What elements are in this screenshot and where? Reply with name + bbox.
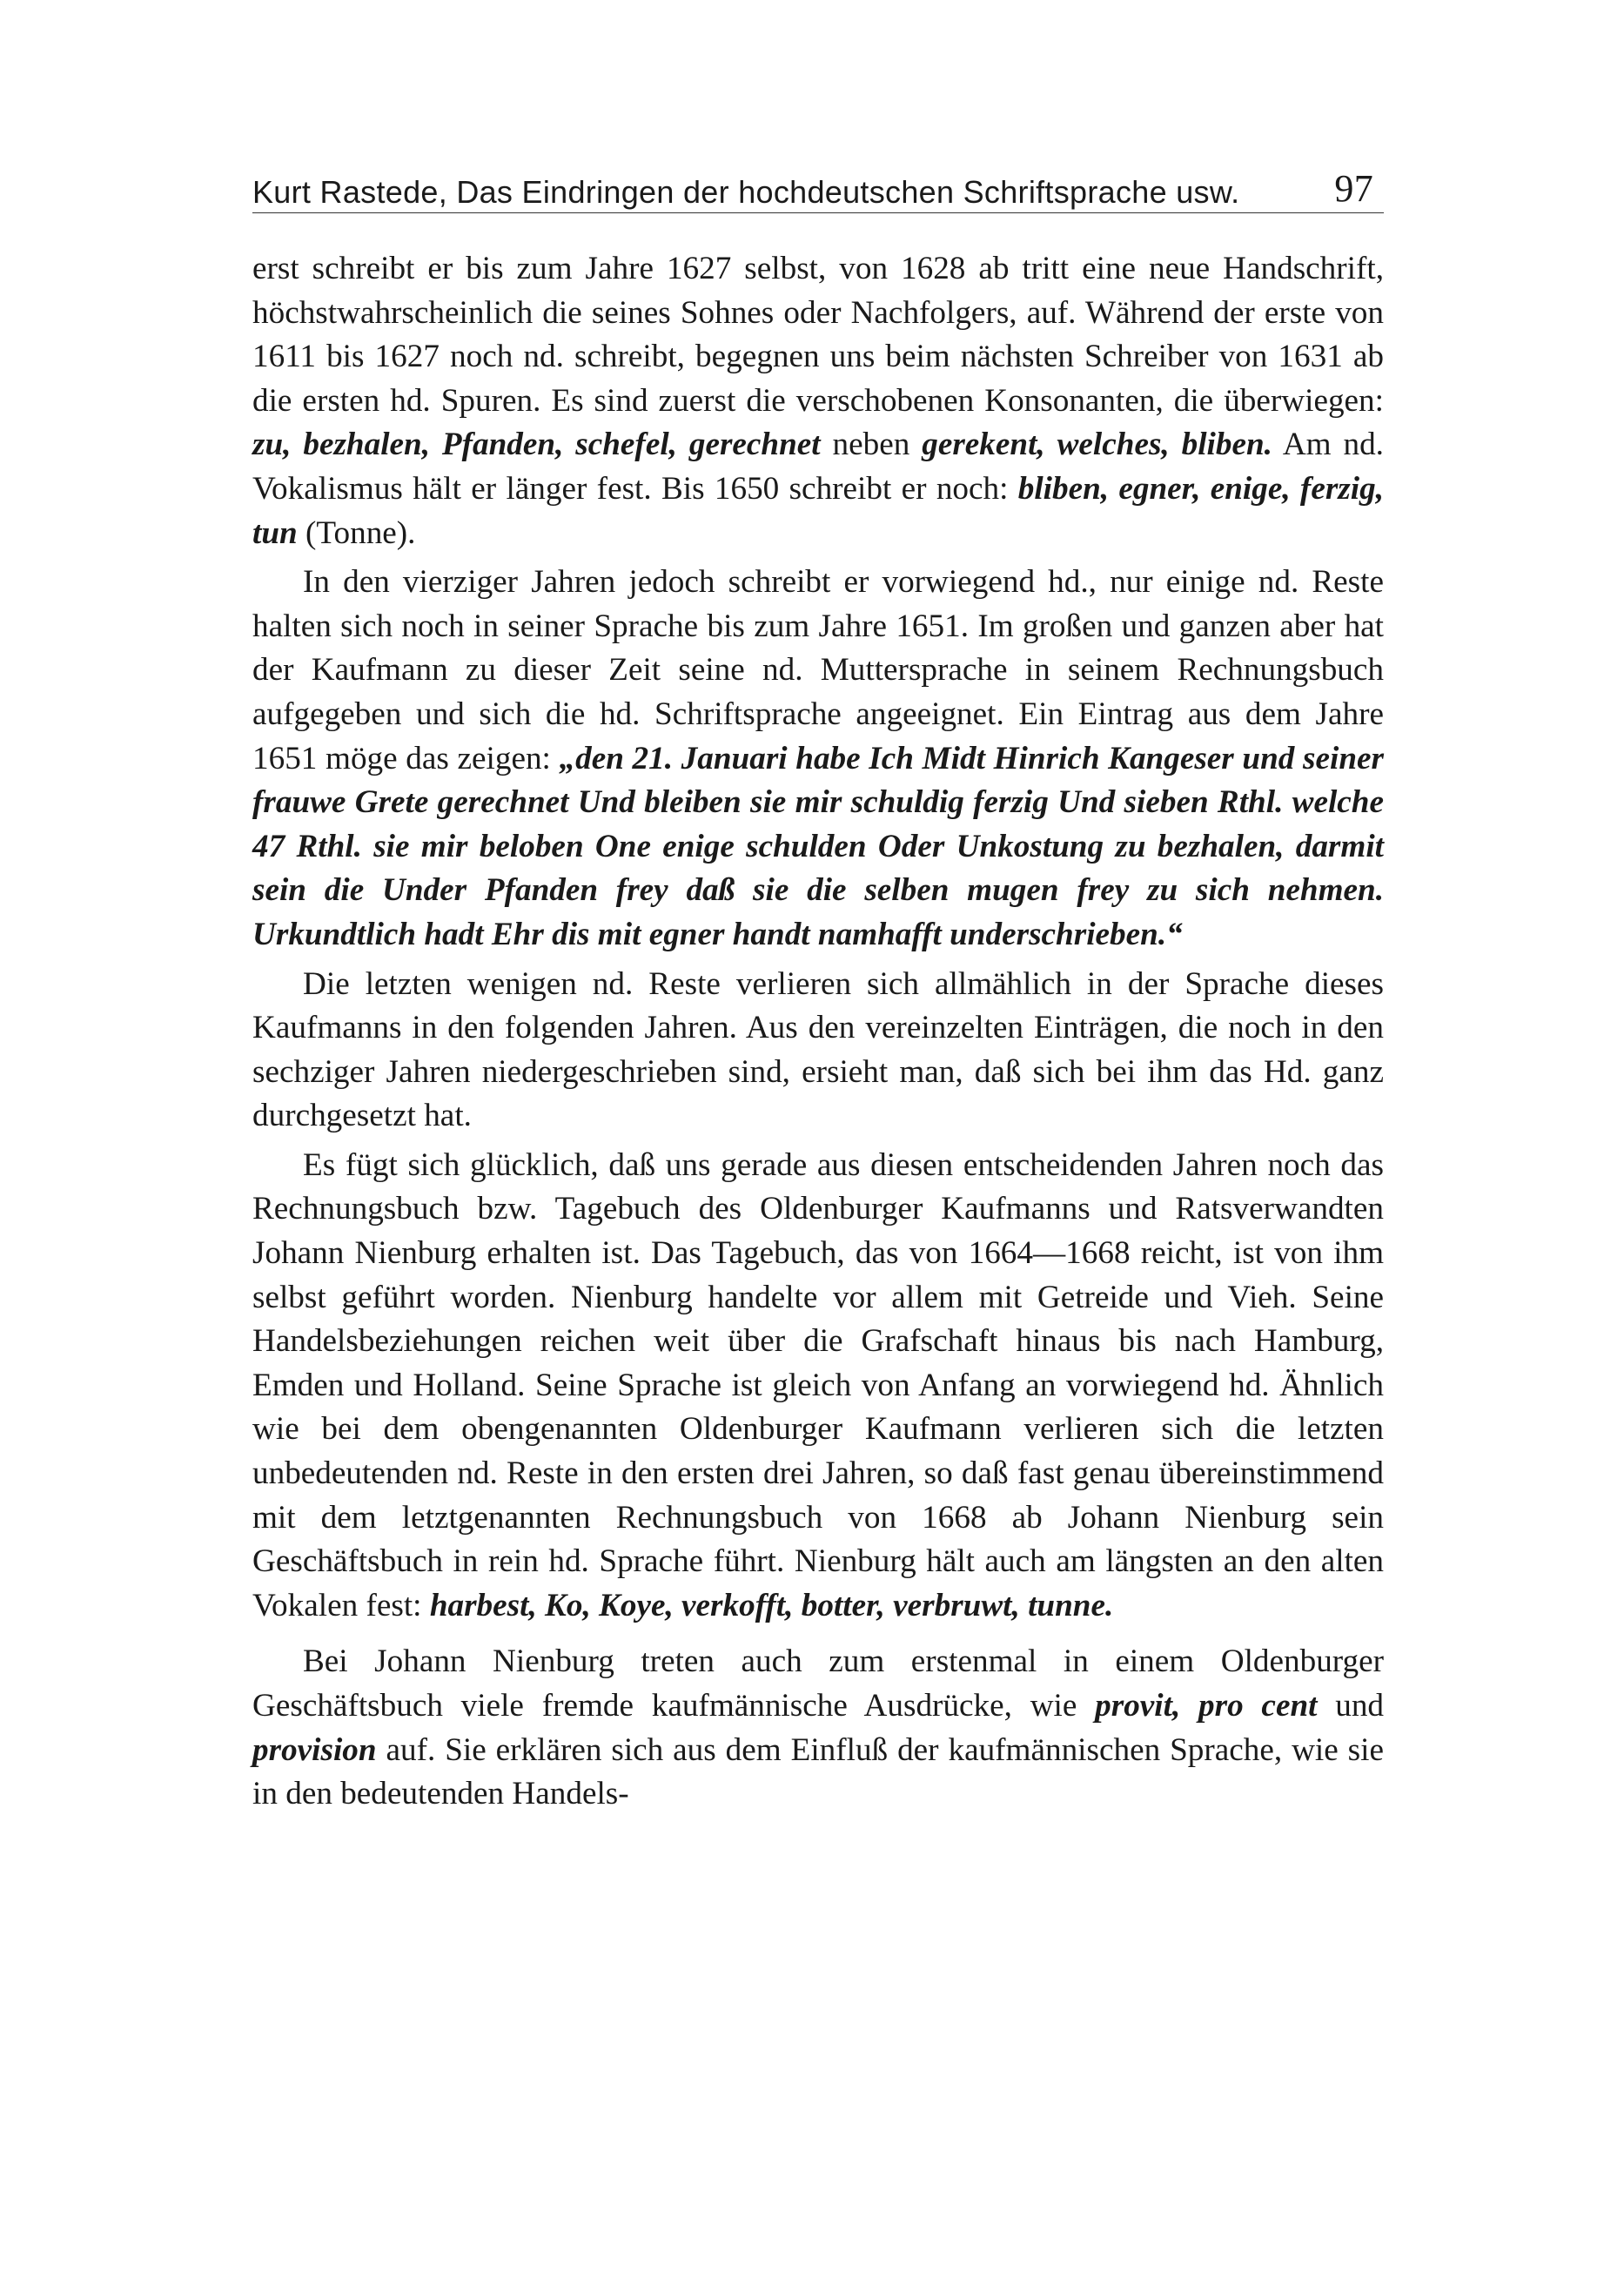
- paragraph-3: [252, 963, 1384, 1139]
- paragraph-1: [252, 247, 1384, 555]
- text-run: In den vierziger Jahren jedoch schreibt er vorwiegend hd., nur einige nd. Reste halten sich noch in seiner Sprache bis zum Jahre 1651. Im großen und ganzen aber hat der Kaufmann zu dieser Zeit seine nd. Muttersprache in seinem Rechnungsbuch aufgegeben und sich die hd. Schriftsprache angeeignet. Ein Eintrag aus dem Jahre 1651 möge das zeigen:: [252, 564, 1384, 776]
- text-run: Es fügt sich glücklich, daß uns gerade aus diesen entscheidenden Jahren noch das Rechnungsbuch bzw. Tagebuch des Oldenburger Kaufmanns und Ratsverwandten Johann Nienburg erhalten ist. Das Tagebuch, das von 1664—1668 reicht, ist von ihm selbst geführt worden. Nienburg handelte vor allem mit Getreide und Vieh. Seine Handelsbeziehungen reichen weit über die Grafschaft hinaus bis nach Hamburg, Emden und Holland. Seine Sprache ist gleich von Anfang an vorwiegend hd. Ähnlich wie bei dem obengenannten Oldenburger Kaufmann verlieren sich die letzten unbedeutenden nd. Reste in den ersten drei Jahren, so daß fast genau übereinstimmend mit dem letztgenannten Rechnungsbuch von 1668 ab Johann Nienburg sein Geschäftsbuch in rein hd. Sprache führt. Nienburg hält auch am längsten an den alten Vokalen fest:: [252, 1146, 1384, 1623]
- text-run: Bei Johann Nienburg treten auch zum erstenmal in einem Oldenburger Geschäftsbuch viele fremde kaufmännische Ausdrücke, wie: [252, 1643, 1384, 1724]
- running-header: [252, 150, 1384, 211]
- text-run: und: [1317, 1688, 1385, 1724]
- paragraph-2: [252, 561, 1384, 957]
- emphasized-text: provit, pro cent: [1095, 1688, 1318, 1724]
- text-run: Am nd. Vokalismus hält er länger fest. Bis 1650 schreibt er noch:: [252, 427, 1384, 507]
- emphasized-text: harbest, Ko, Koye, verkofft, botter, verbruwt, tunne.: [429, 1587, 1114, 1623]
- text-run: neben: [820, 427, 923, 463]
- header-rule: [252, 212, 1384, 213]
- text-run: Die letzten wenigen nd. Reste verlieren sich allmählich in der Sprache dieses Kaufmanns in den folgenden Jahren. Aus den vereinzelten Einträgen, die noch in den sechziger Jahren niedergeschrieben sind, ersieht man, daß sich bei ihm das Hd. ganz durchgesetzt hat.: [252, 965, 1384, 1134]
- text-run: erst schreibt er bis zum Jahre 1627 selbst, von 1628 ab tritt eine neue Handschrift, höchstwahrscheinlich die seines Sohnes oder Nachfolgers, auf. Während der erste von 1611 bis 1627 noch nd. schreibt, begegnen uns beim nächsten Schreiber von 1631 ab die ersten hd. Spuren. Es sind zuerst die verschobenen Konsonanten, die überwiegen:: [252, 251, 1384, 419]
- text-run: auf. Sie erklären sich aus dem Einfluß der kaufmännischen Sprache, wie sie in den bedeutenden Handels-: [252, 1731, 1384, 1812]
- emphasized-text: bliben, egner, enige, ferzig, tun: [252, 470, 1384, 551]
- paragraph-5: [252, 1640, 1384, 1816]
- paragraph-4: [252, 1144, 1384, 1629]
- text-run: (Tonne).: [297, 514, 416, 551]
- running-title: Kurt Rastede, Das Eindringen der hochdeutschen Schriftsprache usw.: [252, 174, 1240, 210]
- emphasized-text: provision: [252, 1731, 377, 1768]
- emphasized-text: „den 21. Januari habe Ich Midt Hinrich Kangeser und seiner frauwe Grete gerechnet Und bleiben sie mir schuldig ferzig Und sieben Rthl. welche 47 Rthl. sie mir beloben One enige schulden Oder Unkostung zu bezhalen, darmit sein die Under Pfanden frey daß sie die selben mugen frey zu sich nehmen. Urkundtlich hadt Ehr dis mit egner handt namhafft underschrieben.“: [252, 740, 1385, 952]
- page-number: 97: [1334, 167, 1373, 210]
- body-text: [252, 247, 1384, 1817]
- emphasized-text: gerekent, welches, bliben.: [922, 427, 1272, 463]
- emphasized-text: zu, bezhalen, Pfanden, schefel, gerechnet: [252, 427, 821, 463]
